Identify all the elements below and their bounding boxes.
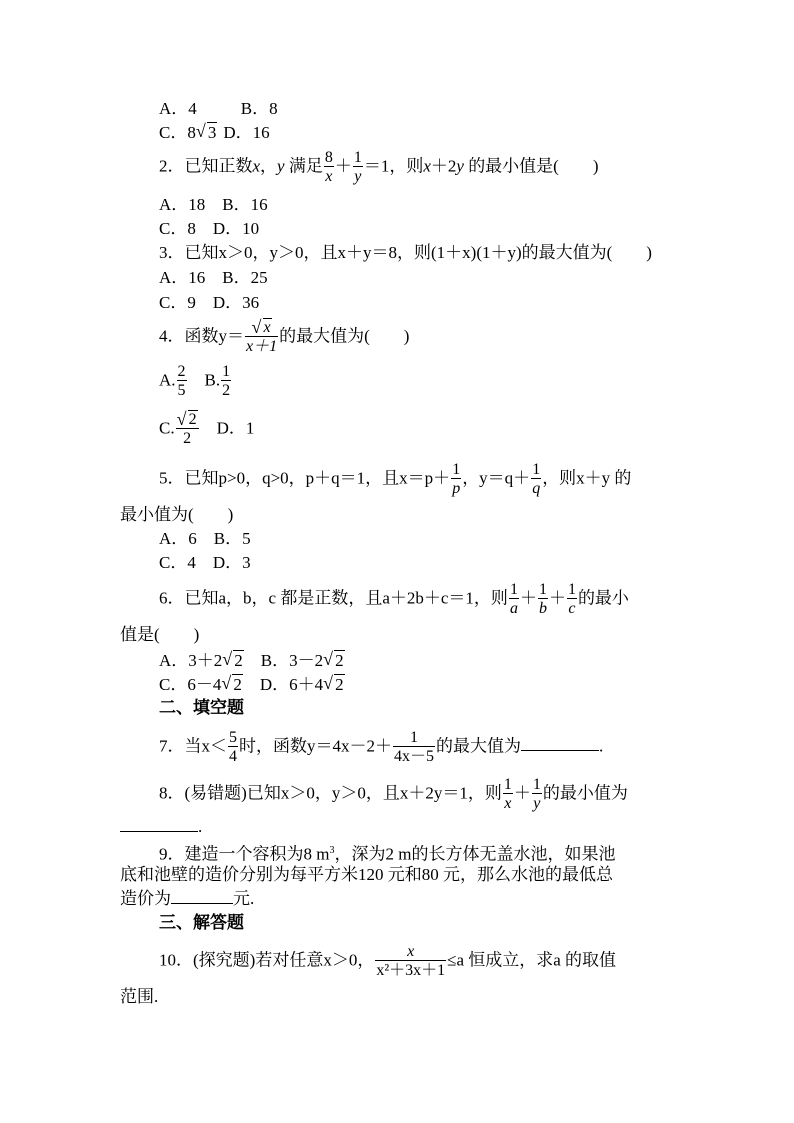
q7-stem: 7．当x＜ $\frac{5}{4}$ 时，函数y＝4x－2＋ $\frac{1}{4x-5}$ 的最大值为 . bbox=[159, 729, 604, 765]
fraction: $\frac{1}{2}$ bbox=[222, 363, 231, 399]
fraction: $\frac{1}{p}$ bbox=[452, 461, 461, 497]
q2-options-cd: C．8 D．10 bbox=[159, 219, 260, 238]
fraction: $\frac{8}{x}$ bbox=[324, 149, 333, 185]
fraction: √ $\frac{2}{2}$ bbox=[176, 412, 199, 447]
q5-stem-line2: 最小值为( ) bbox=[120, 505, 234, 524]
fraction: $\frac{2}{5}$ bbox=[177, 363, 186, 399]
q3-options-ab: A．16 B．25 bbox=[159, 268, 268, 287]
q4-stem: 4．函数y＝ √ $\frac{x}{x+1}$ 的最大值为( ) bbox=[159, 320, 409, 355]
fraction: $\frac{1}{y}$ bbox=[353, 149, 362, 185]
q9-line2: 底和池壁的造价分别为每平方米120 元和80 元，那么水池的最低总 bbox=[120, 865, 613, 884]
q2-options-ab: A．18 B．16 bbox=[159, 195, 268, 214]
q4-options-ab: A. $\frac{2}{5}$ B. $\frac{1}{2}$ bbox=[159, 363, 231, 399]
answer-blank[interactable] bbox=[171, 889, 233, 904]
q1-options-ab: A．4 B．8 bbox=[159, 99, 278, 118]
fraction: $\frac{1}{x}$ bbox=[503, 776, 512, 812]
q9-line1: 9．建造一个容积为8 $m^3$，深为2 m的长方体无盖水池，如果池 bbox=[159, 844, 616, 864]
fraction: $\frac{1}{b}$ bbox=[538, 581, 547, 617]
sqrt-symbol: √ 2 bbox=[177, 412, 198, 428]
q8-answer-line: . bbox=[120, 816, 202, 838]
fraction: $\frac{5}{4}$ bbox=[229, 729, 237, 765]
sqrt-symbol: √ 3 bbox=[196, 122, 218, 144]
section-heading-solutions: 三、解答题 bbox=[159, 913, 244, 932]
sqrt-symbol: √ x bbox=[252, 320, 272, 336]
q6-stem-line2: 值是( ) bbox=[120, 625, 200, 644]
answer-blank[interactable] bbox=[521, 736, 599, 751]
q6-options-ab: A．3＋2√ 2 B．3－2√ 2 bbox=[159, 650, 345, 672]
q1-options-cd: C．8√ 3 D．16 bbox=[159, 122, 270, 144]
q3-stem: 3．已知x＞0，y＞0，且x＋y＝8，则(1＋x)(1＋y)的最大值为( ) bbox=[159, 243, 652, 262]
q2-stem: 2．已知正数x，y 满足 $\frac{8}{x}$ ＋ $\frac{1}{y}$ ＝1，则x＋2y 的最小值是( ) bbox=[159, 149, 599, 185]
fraction: √ $\frac{x}{x+1}$ bbox=[245, 320, 278, 355]
sqrt-symbol: √ 2 bbox=[222, 650, 244, 672]
fraction: $\frac{1}{a}$ bbox=[509, 581, 518, 617]
q5-options-ab: A．6 B．5 bbox=[159, 529, 251, 548]
fraction: $\frac{1}{4x-5}$ bbox=[394, 729, 435, 765]
q9-line3: 造价为 元. bbox=[120, 889, 255, 908]
fraction: $\frac{1}{y}$ bbox=[532, 776, 541, 812]
sqrt-symbol: √ 2 bbox=[323, 650, 345, 672]
q6-stem: 6．已知a，b，c 都是正数，且a＋2b＋c＝1，则 $\frac{1}{a}$ ＋ $\frac{1}{b}$ ＋ $\frac{1}{c}$ 的最小 bbox=[159, 581, 629, 617]
sqrt-symbol: √ 2 bbox=[323, 674, 345, 696]
q5-options-cd: C．4 D．3 bbox=[159, 553, 251, 572]
section-heading-fill-in: 二、填空题 bbox=[159, 698, 244, 717]
q10-stem: 10．(探究题)若对任意x＞0， $\frac{x}{\text{x²＋3x＋1}}$ ≤a 恒成立，求a 的取值 bbox=[159, 943, 617, 979]
q6-options-cd: C．6－4√ 2 D．6＋4√ 2 bbox=[159, 674, 345, 696]
q5-stem: 5．已知p>0，q>0，p＋q＝1，且x＝p＋ $\frac{1}{p}$ ，y＝q＋ $\frac{1}{q}$ ，则x＋y 的 bbox=[159, 461, 632, 497]
q8-stem: 8．(易错题)已知x＞0，y＞0，且x＋2y＝1，则 $\frac{1}{x}$ ＋ $\frac{1}{y}$ 的最小值为 bbox=[159, 776, 628, 812]
answer-blank[interactable] bbox=[120, 817, 198, 832]
q3-options-cd: C．9 D．36 bbox=[159, 293, 260, 312]
fraction: $\frac{1}{q}$ bbox=[532, 461, 541, 497]
sqrt-symbol: √ 2 bbox=[221, 674, 243, 696]
q4-options-cd: C. √ $\frac{2}{2}$ D．1 bbox=[159, 412, 254, 447]
fraction: $\frac{x}{\text{x²＋3x＋1}}$ bbox=[376, 943, 446, 979]
q10-line2: 范围. bbox=[120, 987, 159, 1006]
fraction: $\frac{1}{c}$ bbox=[567, 581, 576, 617]
